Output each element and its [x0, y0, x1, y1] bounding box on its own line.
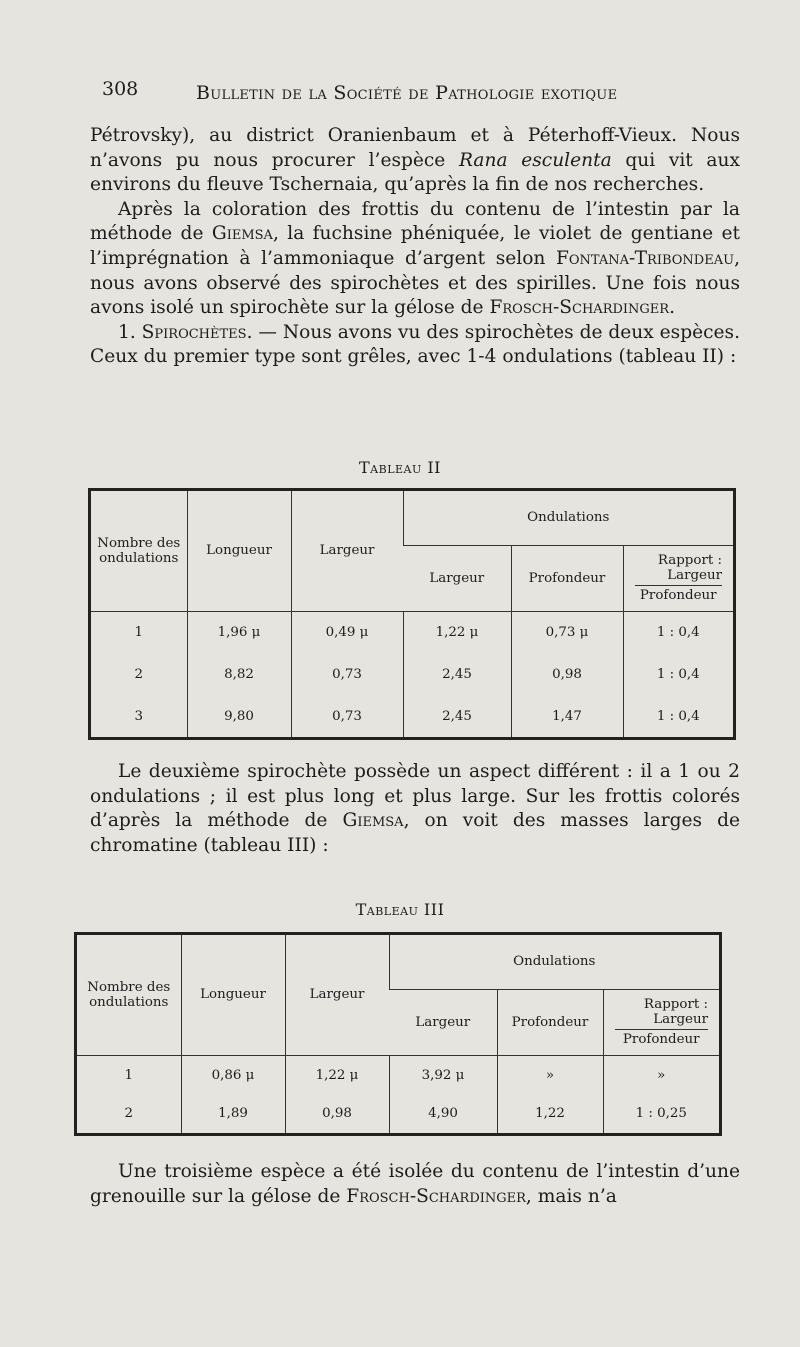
header-largeur: Largeur: [285, 935, 389, 1055]
paragraph-3: 1. Spirochètes. — Nous avons vu des spirochètes de deux espèces. Ceux du premier type sont grêles, avec 1-4 ondulations (tableau II) :: [90, 321, 740, 368]
table-row: 3 9,80 0,73 2,45 1,47 1 : 0,4: [91, 695, 733, 737]
header-rapport: Rapport : Largeur Profondeur: [623, 545, 733, 611]
header-ondulations: Ondulations: [389, 935, 719, 989]
species-name: Rana esculenta: [459, 149, 612, 171]
table-row: 2 1,89 0,98 4,90 1,22 1 : 0,25: [77, 1095, 719, 1134]
header-nombre: Nombre des ondulations: [77, 935, 181, 1055]
header-longueur: Longueur: [181, 935, 285, 1055]
header-profondeur: Profondeur: [511, 545, 623, 611]
table-row: 2 8,82 0,73 2,45 0,98 1 : 0,4: [91, 654, 733, 696]
table-3: [74, 932, 722, 1136]
paragraph-1: Pétrovsky), au district Oranienbaum et à Péterhoff-Vieux. Nous n’avons pu nous procurer l’espèce Rana esculenta qui vit aux environs du fleuve Tschernaia, qu’après la fin de nos recherches.: [90, 125, 740, 196]
page-number: 308: [102, 78, 139, 100]
text-block-middle: [90, 760, 740, 858]
paragraph-4: Le deuxième spirochète possède un aspect différent : il a 1 ou 2 ondulations ; il est plus long et plus large. Sur les frottis colorés d’après la méthode de Giemsa, on voit des masses larges de chromatine (tableau III) :: [90, 761, 740, 856]
text-block-top: [90, 124, 740, 370]
header-rapport: Rapport : Largeur Profondeur: [603, 989, 719, 1055]
table-2: [88, 488, 736, 740]
paragraph-5: Une troisième espèce a été isolée du contenu de l’intestin d’une grenouille sur la gélose de Frosch-Schardinger, mais n’a: [90, 1161, 740, 1207]
page-header: [102, 78, 752, 112]
table2-caption: Tableau II: [359, 458, 441, 477]
header-ond-largeur: Largeur: [403, 545, 511, 611]
text-block-bottom: [90, 1160, 740, 1209]
paragraph-2: Après la coloration des frottis du contenu de l’intestin par la méthode de Giemsa, la fuchsine phéniquée, le violet de gentiane et l’imprégnation à l’ammoniaque d’argent selon Fontana-Tribondeau, nous avons observé des spirochètes et des spirilles. Une fois nous avons isolé un spirochète sur la gélose de Frosch-Schardinger.: [90, 198, 740, 319]
header-ondulations: Ondulations: [403, 491, 733, 545]
table-row: 1 1,96 μ 0,49 μ 1,22 μ 0,73 μ 1 : 0,4: [91, 611, 733, 654]
header-profondeur: Profondeur: [497, 989, 603, 1055]
header-longueur: Longueur: [187, 491, 291, 611]
table-row: 1 0,86 μ 1,22 μ 3,92 μ » »: [77, 1055, 719, 1095]
table3-caption: Tableau III: [355, 900, 445, 919]
journal-title: Bulletin de la Société de Pathologie exotique: [196, 82, 618, 104]
header-nombre: Nombre des ondulations: [91, 491, 187, 611]
header-ond-largeur: Largeur: [389, 989, 497, 1055]
header-largeur: Largeur: [291, 491, 403, 611]
